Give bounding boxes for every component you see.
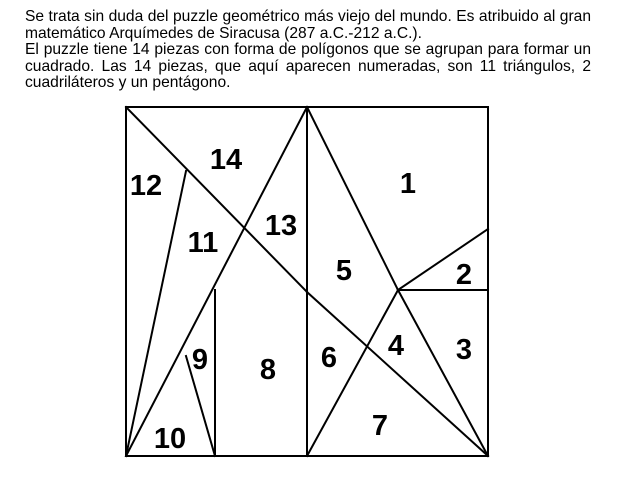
line-right-point-to-bottom-right (398, 290, 488, 456)
piece-label-6: 6 (320, 342, 338, 374)
piece-label-5: 5 (335, 255, 353, 287)
puzzle-lines (126, 107, 488, 456)
piece-label-14: 14 (209, 144, 243, 176)
line-center-to-bottom-right (307, 292, 488, 456)
piece-label-7: 7 (371, 410, 389, 442)
piece-label-8: 8 (259, 354, 277, 386)
piece-label-11: 11 (187, 227, 219, 259)
line-bottom-left-to-upper (126, 171, 186, 456)
description-paragraph-1: Se trata sin duda del puzzle geométrico más viejo del mundo. Es atribuido al gran matemático Arquímedes de Siracusa (287 a.C.-212 a.C.). (25, 8, 591, 42)
piece-label-2: 2 (455, 259, 473, 291)
piece-label-4: 4 (387, 330, 405, 362)
piece-label-12: 12 (129, 170, 163, 202)
piece-label-13: 13 (264, 210, 298, 242)
piece-label-10: 10 (153, 423, 187, 455)
description-paragraph-2: El puzzle tiene 14 piezas con forma de polígonos que se agrupan para formar un cuadrado. Las 14 piezas, que aquí aparecen numeradas, son 11 triángulos, 2 cuadriláteros y un pentágono. (25, 41, 591, 92)
piece-label-9: 9 (191, 344, 209, 376)
line-top-center-to-right-point (307, 107, 398, 290)
piece-label-1: 1 (399, 168, 417, 200)
piece-label-3: 3 (455, 334, 473, 366)
line-right-point-to-edge-upper (398, 229, 488, 290)
